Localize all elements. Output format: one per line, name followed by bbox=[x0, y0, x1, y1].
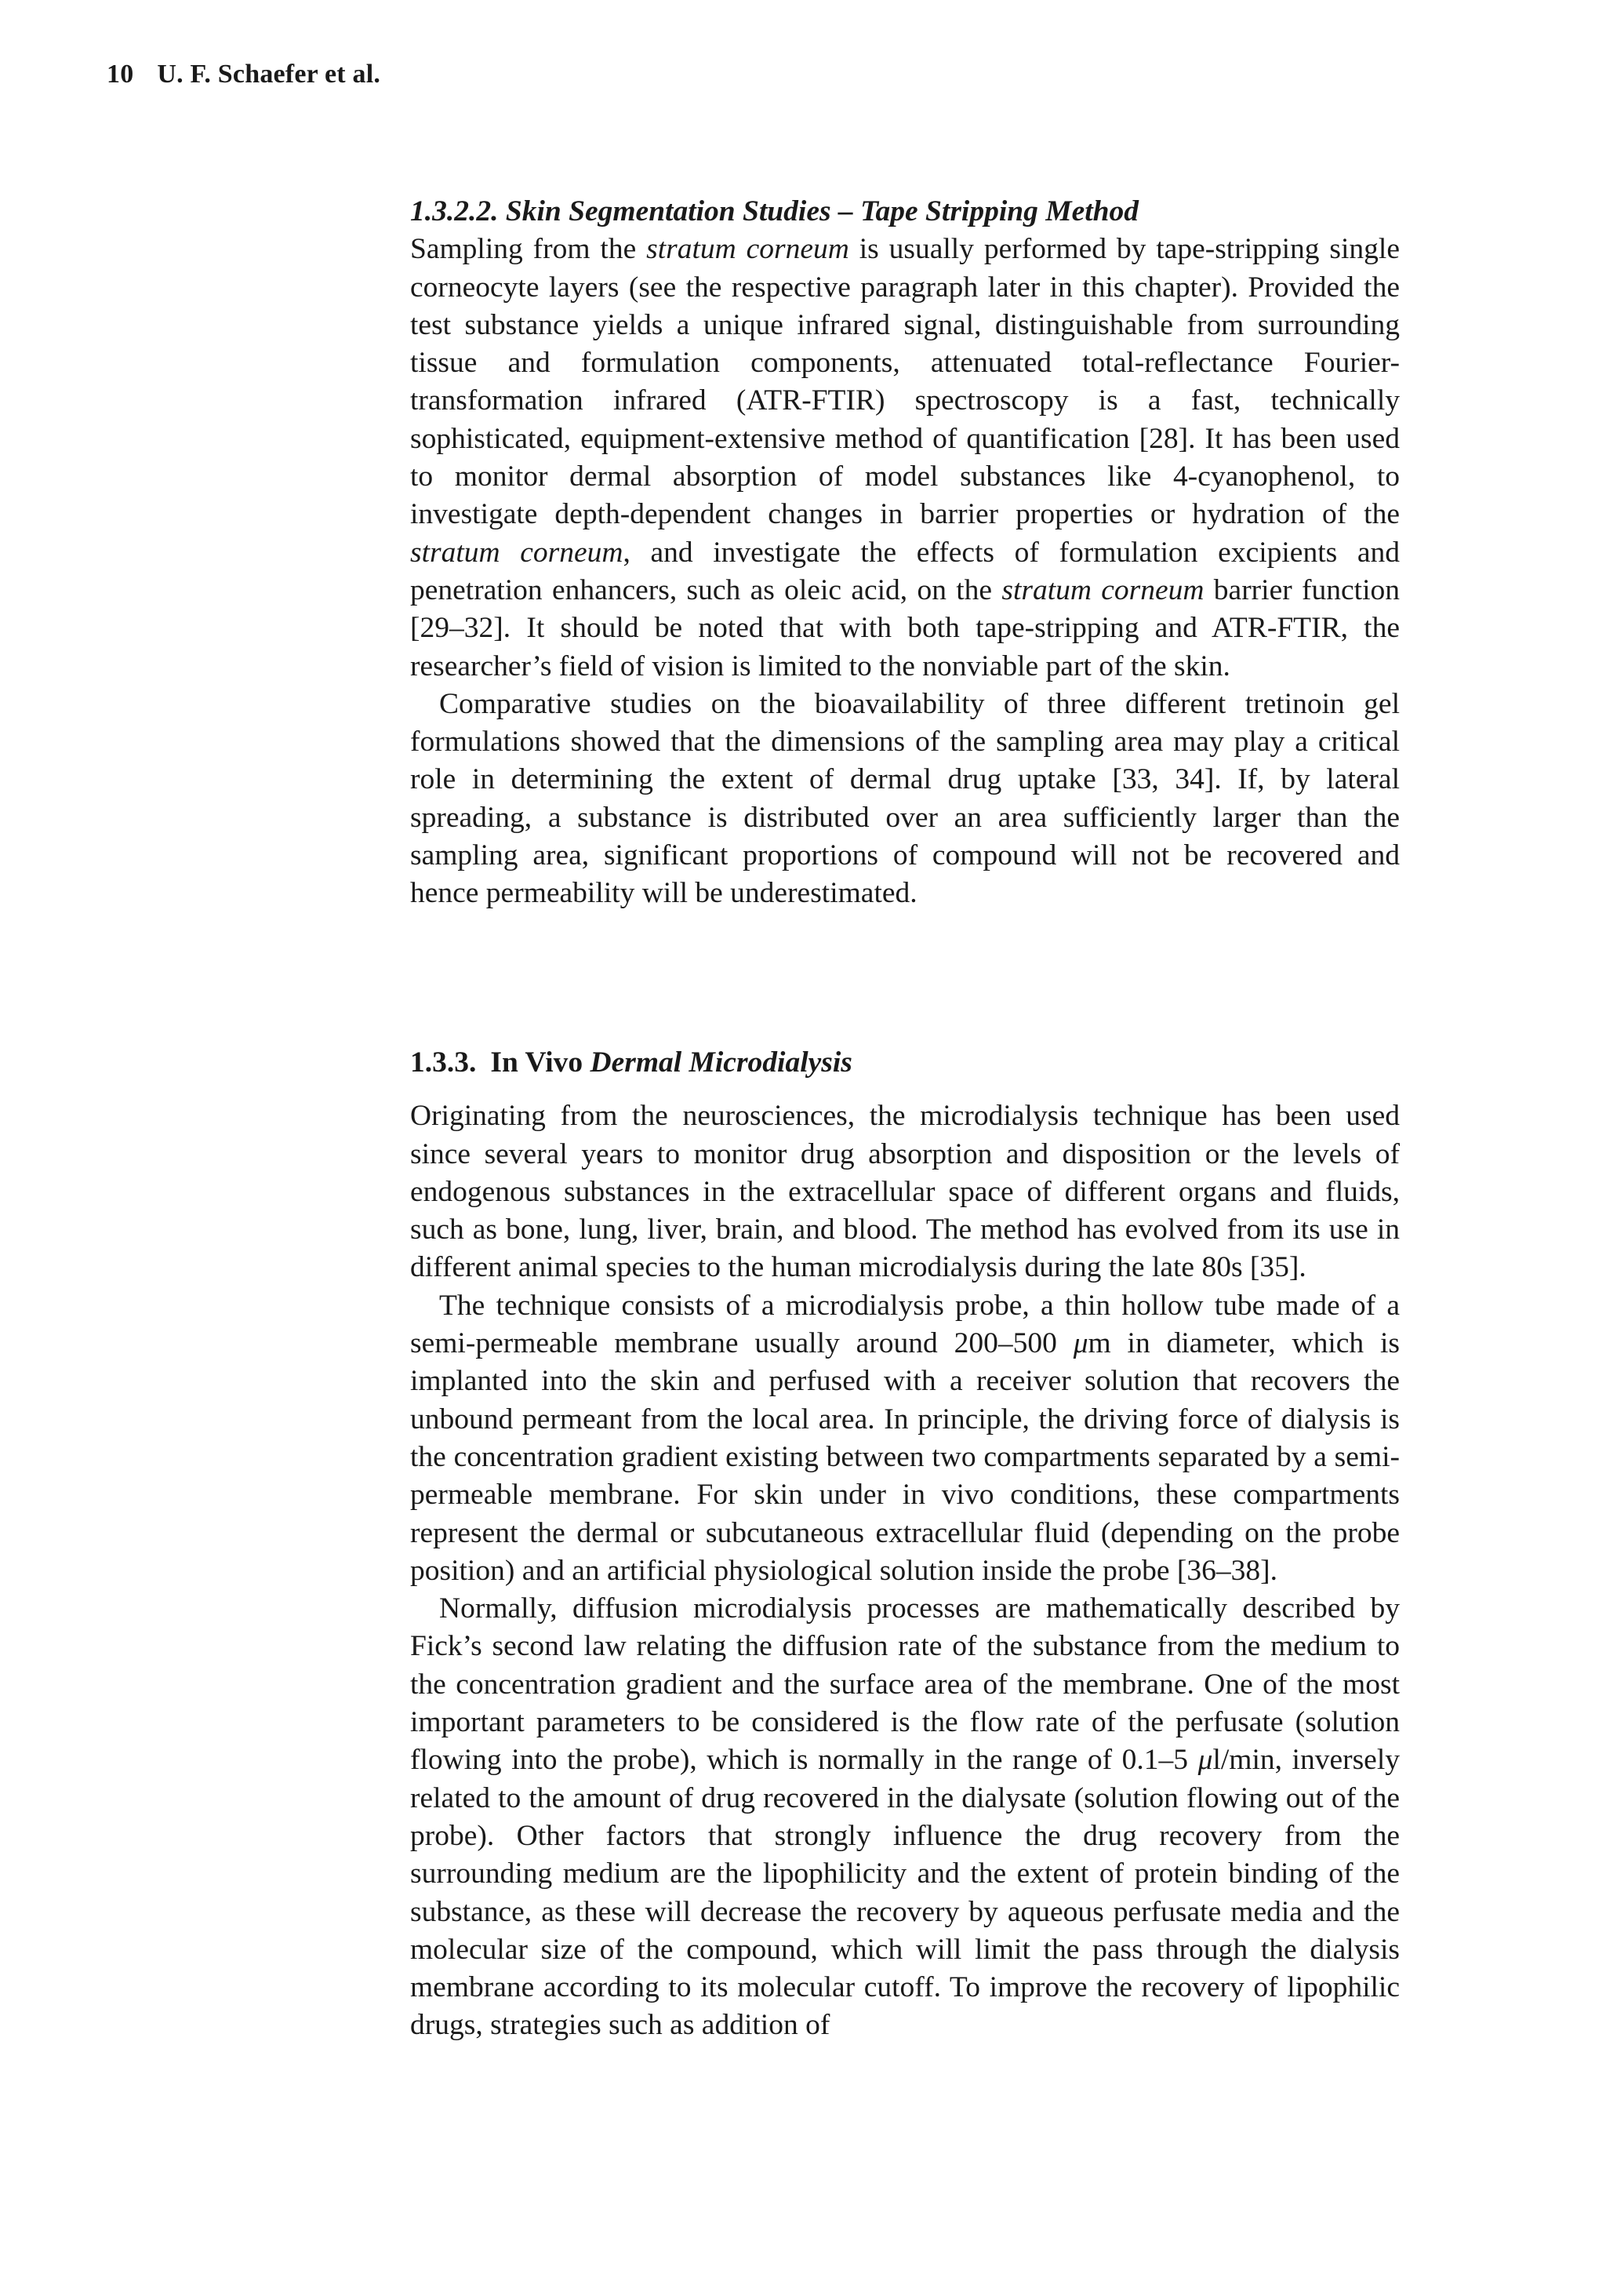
paragraph-text: m in diameter, which is implanted into the skin and perfused with a receiver solution that recovers the unbound permeant from the local area. In principle, the driving force of dialysis is the concentration gradient existing between two compartments separated by a semi-permeable membrane. For skin under in vivo conditions, these compartments represent the dermal or subcutaneous extracellular fluid (depending on the probe position) and an artificial physiological solution inside the probe [36–38]. bbox=[410, 1327, 1400, 1587]
section-1-3-3 bbox=[410, 1044, 1400, 2045]
section-title-italic: Dermal Microdialysis bbox=[590, 1046, 852, 1079]
subsection-heading: 1.3.2.2. Skin Segmentation Studies – Tape Stripping Method bbox=[410, 195, 1139, 227]
paragraph bbox=[410, 231, 1400, 686]
section-title-upright: In Vivo bbox=[490, 1046, 583, 1079]
running-head bbox=[107, 60, 380, 89]
mu-symbol: μ bbox=[1197, 1744, 1213, 1777]
paragraph-text: l/min, inversely related to the amount of drug recovered in the dialysate (solution flowing out of the probe). Other factors that strongly influence the drug recovery from the surrounding medium are the lipophilicity and the extent of protein binding of the substance, as these will decrease the recovery by aqueous perfusate media and the molecular size of the compound, which will limit the pass through the dialysis membrane according to its molecular cutoff. To improve the recovery of lipophilic drugs, strategies such as addition of bbox=[410, 1744, 1400, 2042]
section-number: 1.3.3. bbox=[410, 1046, 477, 1079]
paragraph-text: Sampling from the bbox=[410, 233, 647, 266]
paragraph-text: , and investigate the effects of formulation excipients and penetration enhancers, such as oleic acid, on the bbox=[410, 536, 1400, 606]
paragraph-text: Normally, diffusion microdialysis processes are mathematically described by Fick’s second law relating the diffusion rate of the substance from the medium to the concentration gradient and the surface area of the membrane. One of the most important parameters to be considered is the flow rate of the perfusate (solution flowing into the probe), which is normally in the range of 0.1–5 bbox=[410, 1592, 1400, 1777]
italic-term: stratum corneum bbox=[410, 536, 623, 569]
paragraph-text: barrier function [29–32]. It should be noted that with both tape-stripping and ATR-FTIR, the researcher’s field of vision is limited to the nonviable part of the skin. bbox=[410, 573, 1400, 682]
section-1-3-2-2 bbox=[410, 193, 1400, 913]
italic-term: stratum corneum bbox=[1001, 573, 1204, 606]
page-number: 10 bbox=[107, 60, 134, 89]
paragraph-text: is usually performed by tape-stripping single corneocyte layers (see the respective paragraph later in this chapter). Provided the test substance yields a unique infrared signal, distinguishable from surrounding tissue and formulation components, attenuated total-reflectance Fourier-transformation infrared (ATR-FTIR) spectroscopy is a fast, technically sophisticated, equipment-extensive method of quantification [28]. It has been used to monitor dermal absorption of model substances like 4-cyanophenol, to investigate depth-dependent changes in barrier properties or hydration of the bbox=[410, 233, 1400, 531]
paragraph: Originating from the neurosciences, the microdialysis technique has been used since several years to monitor drug absorption and disposition or the levels of endogenous substances in the extracellular space of different organs and fluids, such as bone, lung, liver, brain, and blood. The method has evolved from its use in different animal species to the human microdialysis during the late 80s [35]. bbox=[410, 1100, 1400, 1284]
italic-term: stratum corneum bbox=[646, 233, 849, 266]
paragraph bbox=[410, 1590, 1400, 2045]
paragraph: Comparative studies on the bioavailability of three different tretinoin gel formulations showed that the dimensions of the sampling area may play a critical role in determining the extent of dermal drug uptake [33, 34]. If, by lateral spreading, a substance is distributed over an area sufficiently larger than the sampling area, significant proportions of compound will not be recovered and hence permeability will be underestimated. bbox=[410, 687, 1400, 910]
paragraph-text: The technique consists of a microdialysis probe, a thin hollow tube made of a semi-permeable membrane usually around 200–500 bbox=[410, 1289, 1400, 1360]
mu-symbol: μ bbox=[1073, 1327, 1088, 1360]
paragraph bbox=[410, 1287, 1400, 1590]
section-heading bbox=[410, 1044, 1400, 1082]
running-head-authors: U. F. Schaefer et al. bbox=[157, 60, 381, 89]
